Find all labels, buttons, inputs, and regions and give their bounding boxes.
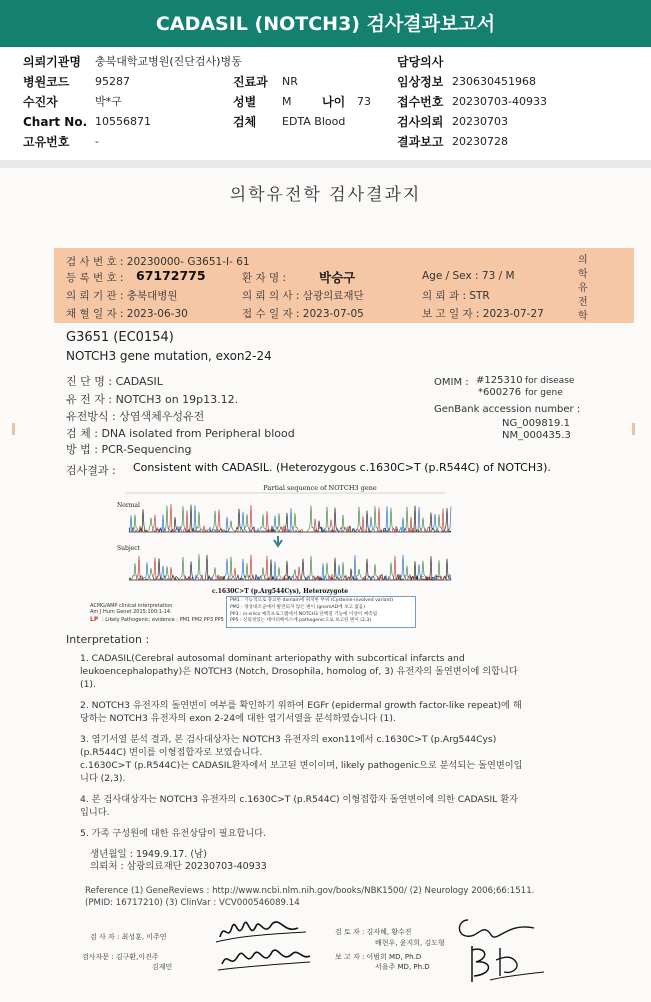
interpretation-line: (p.R544C) 변이를 이형접합자로 보였습니다. [80,747,263,758]
trace-line [129,505,451,532]
method: 방 법 : PCR-Sequencing [66,443,192,456]
interpretation-line: 입니다. [80,807,110,818]
doctor-label: 담당의사 [397,55,444,69]
section-separator [0,160,651,168]
receipt-value: 20230703-40933 [452,95,547,108]
omim-gene: *600276 [478,387,522,398]
genbank-nm: NM_000435.3 [502,430,571,441]
genbank-ng: NG_009819.1 [502,418,570,429]
specimen-label: 검체 [233,115,257,129]
evidence-line: PP5 : 신뢰성있는 데이터베이스에 pathogenic으로 보고된 변이 (2,3) [230,618,372,624]
evidence-line: PP3 : in-silico 예측프로그램에서 NOTCH3 단백질 기능에 이상이 예측됨 [230,611,378,617]
examiner-signature [210,912,320,984]
report-value: 20230728 [452,135,508,148]
clinical-value: 230630451968 [452,75,536,88]
margin-mark [12,423,15,435]
diagnosis: 진 단 명 : CADASIL [66,375,163,388]
sample: 검 체 : DNA isolated from Peripheral blood [66,427,295,440]
reviewer-2: 배현우, 윤지희, 김도형 [375,939,445,947]
interpretation-line: 5. 가족 구성원에 대한 유전상담이 필요합니다. [80,828,267,839]
patient-name-label: 환 자 명 : [242,272,286,284]
omim-disease: #125310 [476,375,523,386]
report-label: 결과보고 [397,135,444,149]
clinical-label: 임상정보 [397,75,444,89]
reporter-2: 서을주 MD, Ph.D [375,963,430,971]
doc-title: 의학유전학 검사결과지 [229,185,422,205]
omim-disease-note: for disease [525,376,575,386]
reviewer: 검 토 자 : 김자혜, 황수진 [335,928,412,936]
variant-arrow-icon [274,536,282,546]
hospcode-label: 병원코드 [23,75,70,89]
advisor: 검사자문 : 김구환,이진주 [82,953,159,961]
interpretation-label: Interpretation : [66,633,150,646]
request-dept: 의 뢰 과 : STR [422,290,490,302]
patient-label: 수진자 [23,95,58,109]
referrer: 의뢰처 : 삼광의료재단 20230703-40933 [90,861,267,872]
inheritance: 유전방식 : 상염색체우성유전 [66,410,205,423]
receipt-label: 접수번호 [397,95,444,109]
test-name: NOTCH3 gene mutation, exon2-24 [66,349,272,363]
chart-value: 10556871 [95,115,151,128]
trace-line [129,555,451,580]
unique-value: - [95,135,99,148]
chromatogram-title: Partial sequence of NOTCH3 gene [263,484,377,492]
reference-line-1: Reference (1) GeneReviews : http://www.ncbi.nlm.nih.gov/books/NBK1500/ (2) Neurology 2006;66:1511. [85,886,535,896]
acmg-ref: Am J Hum Genet 2015;100:1-14. [90,609,172,615]
subject-trace [129,554,451,580]
chart-label: Chart No. [23,115,88,129]
side-label: 의학유전학 [578,255,588,322]
reg-value: 67172775 [136,268,206,283]
req-label: 검사의뢰 [397,115,444,129]
receive-date: 접 수 일 자 : 2023-07-05 [242,308,364,320]
evidence-line: PM1 : 기능적으로 중요한 domain에 위치한 부위 (Cysteine-involved variant) [230,598,394,603]
unique-label: 고유번호 [23,135,70,149]
request-org: 의 뢰 기 관 : 충북대병원 [66,290,178,302]
omim-label: OMIM : [434,377,469,388]
result-label: 검사결과 : [66,464,116,477]
result-text: Consistent with CADASIL. (Heterozygous c.1630C>T (p.R544C) of NOTCH3). [133,461,551,474]
test-number: 검 사 번 호 : 20230000- G3651-I- 61 [66,256,250,268]
age-sex: Age / Sex : 73 / M [422,270,515,282]
genbank-label: GenBank accession number : [434,404,581,415]
acmg-evidence: : Likely Pathogenic; evidence : PM1 PM2 PP3 PP5 [102,617,224,623]
sex-label: 성별 [233,95,257,109]
patient-band [54,248,634,323]
patient-name: 박승구 [319,270,356,285]
test-code: G3651 (EC0154) [66,330,174,345]
institution-label: 의뢰기관명 [23,55,81,69]
gene: 유 전 자 : NOTCH3 on 19p13.12. [66,393,239,406]
info-panel [0,49,651,159]
acmg-lp: LP [90,616,99,623]
req-value: 20230703 [452,115,508,128]
normal-trace [129,504,451,532]
interpretation-line: (1). [80,679,96,690]
interpretation-line: 3. 염기서열 분석 결과, 본 검사대상자는 NOTCH3 유전자의 exon11에서 c.1630C>T (p.Arg544Cys) [80,734,497,745]
omim-gene-note: for gene [525,388,563,398]
normal-label: Normal [117,502,140,509]
yc-label: Y = C and T [410,576,440,582]
evidence-line: PM2 : 정상대조군에서 발견되지 않은 변이 (gnomAD에 보고 없음) [230,604,366,610]
reference-line-2: (PMID: 16717210) (3) ClinVar : VCV000546089.14 [85,898,300,908]
advisor-2: 김재민 [152,963,173,971]
collect-date: 채 혈 일 자 : 2023-06-30 [66,308,188,320]
interpretation-line: 당하는 NOTCH3 유전자의 exon 2-24에 대한 염기서열을 분석하였습니다 (1). [80,713,396,724]
reviewer-signature [446,910,556,990]
acmg-title: ACMG/AMP clinical interpretation [90,603,173,609]
report-date: 보 고 일 자 : 2023-07-27 [422,308,544,320]
dept-value: NR [282,75,298,88]
margin-mark [632,423,635,435]
reporter: 보 고 자 : 이범희 MD, Ph.D [335,953,422,961]
dept-label: 진료과 [233,75,268,89]
institution-value: 충북대학교병원(진단검사)병동 [95,55,242,68]
age-value: 73 [357,95,371,108]
interpretation-line: c.1630C>T (p.R544C)는 CADASIL환자에서 보고된 변이이며, likely pathogenic으로 분석되는 돌연변이입 [80,760,523,771]
patient-value: 박*구 [95,95,122,108]
age-label: 나이 [322,95,346,109]
interpretation-line: leukoencephalopathy)은 NOTCH3 (Notch, Drosophila, homolog of, 3) 유전자의 돌연변이에 의합니다 [80,666,518,677]
sex-value: M [282,95,292,108]
report-title: CADASIL (NOTCH3) 검사결과보고서 [0,0,651,47]
variant-label: c.1630C>T (p.Arg544Cys), Heterozygote [212,588,349,595]
hospcode-value: 95287 [95,75,130,88]
interpretation-text [80,652,600,840]
request-doctor: 의 뢰 의 사 : 삼광의료재단 [242,290,364,302]
specimen-value: EDTA Blood [282,115,346,128]
interpretation-line: 니다 (2,3). [80,773,126,784]
interpretation-line: 1. CADASIL(Cerebral autosomal dominant arteriopathy with subcortical infarcts and [80,653,465,664]
interpretation-line: 4. 본 검사대상자는 NOTCH3 유전자의 c.1630C>T (p.R544C) 이형접합자 돌연변이에 의한 CADASIL 환자 [80,794,519,805]
evidence-box [226,596,416,628]
examiner: 검 사 자 : 최성훈, 이주연 [90,933,167,941]
birth-date: 생년월일 : 1949.9.17. (남) [90,849,207,860]
interpretation-line: 2. NOTCH3 유전자의 돌연변이 여부를 확인하기 위하여 EGFr (epidermal growth factor-like repeat)에 해 [80,700,522,711]
subject-label: Subject [117,545,140,552]
reg-label: 등 록 번 호 : [66,272,124,284]
